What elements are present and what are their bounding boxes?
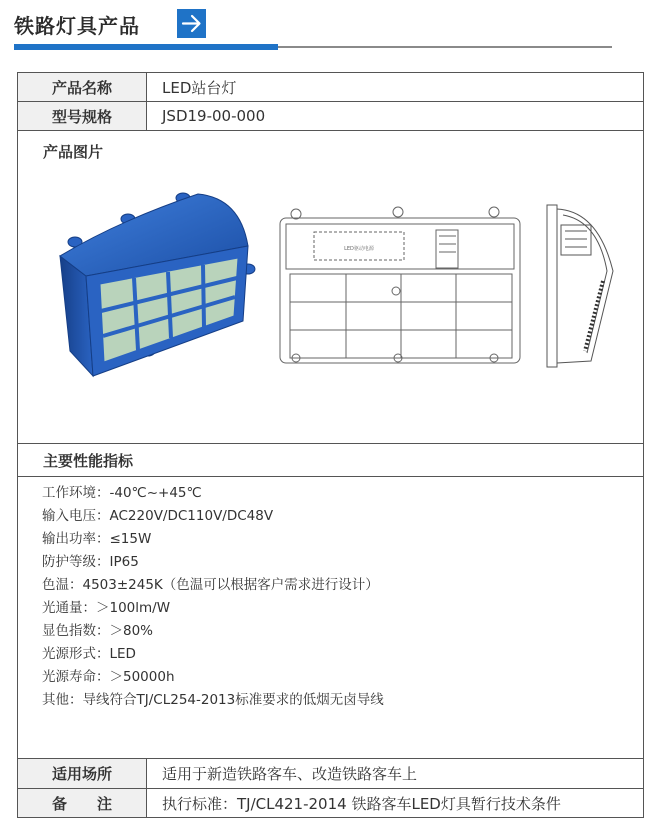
spec-color-rendering: 显色指数：＞80% bbox=[42, 623, 154, 639]
row-performance-body bbox=[18, 477, 643, 759]
spec-lifetime: 光源寿命：＞50000h bbox=[42, 669, 175, 685]
page-title: 铁路灯具产品 bbox=[14, 14, 140, 38]
spec-other: 其他：导线符合TJ/CL254-2013标准要求的低烟无卤导线 bbox=[42, 692, 384, 708]
product-image-label: 产品图片 bbox=[43, 143, 104, 161]
spec-environment: 工作环境：-40℃~+45℃ bbox=[42, 485, 202, 501]
lamp-3d-image bbox=[48, 176, 258, 396]
remarks-value: 执行标准：TJ/CL421-2014 铁路客车LED灯具暂行技术条件 bbox=[162, 794, 561, 813]
driver-label: LED驱动电源 bbox=[344, 246, 374, 252]
remarks-label: 备 注 bbox=[18, 789, 147, 817]
arrow-right-icon[interactable] bbox=[177, 9, 206, 38]
product-name-value: LED站台灯 bbox=[162, 78, 237, 97]
spec-sheet bbox=[17, 72, 644, 818]
lamp-side-view-drawing bbox=[543, 201, 623, 371]
application-value: 适用于新造铁路客车、改造铁路客车上 bbox=[162, 765, 418, 783]
spec-input-voltage: 输入电压：AC220V/DC110V/DC48V bbox=[42, 508, 274, 524]
spec-output-power: 输出功率：≤15W bbox=[42, 531, 152, 547]
row-remarks bbox=[18, 789, 643, 817]
spec-luminous-flux: 光通量：＞100lm/W bbox=[42, 600, 171, 616]
row-application bbox=[18, 759, 643, 789]
row-product-name bbox=[18, 73, 643, 102]
spec-color-temperature: 色温：4503±245K（色温可以根据客户需求进行设计） bbox=[42, 577, 379, 593]
row-model bbox=[18, 102, 643, 131]
model-value: JSD19-00-000 bbox=[162, 107, 266, 125]
application-label: 适用场所 bbox=[18, 759, 147, 788]
row-product-image bbox=[18, 131, 643, 444]
product-name-label: 产品名称 bbox=[18, 73, 147, 101]
spec-protection: 防护等级：IP65 bbox=[42, 554, 139, 570]
spec-light-source: 光源形式：LED bbox=[42, 646, 136, 662]
lamp-front-view-drawing bbox=[276, 206, 526, 366]
performance-title: 主要性能指标 bbox=[43, 451, 134, 470]
page-header bbox=[14, 4, 614, 50]
model-label: 型号规格 bbox=[18, 102, 147, 130]
header-accent-bar bbox=[14, 44, 278, 50]
row-performance-title bbox=[18, 444, 643, 477]
